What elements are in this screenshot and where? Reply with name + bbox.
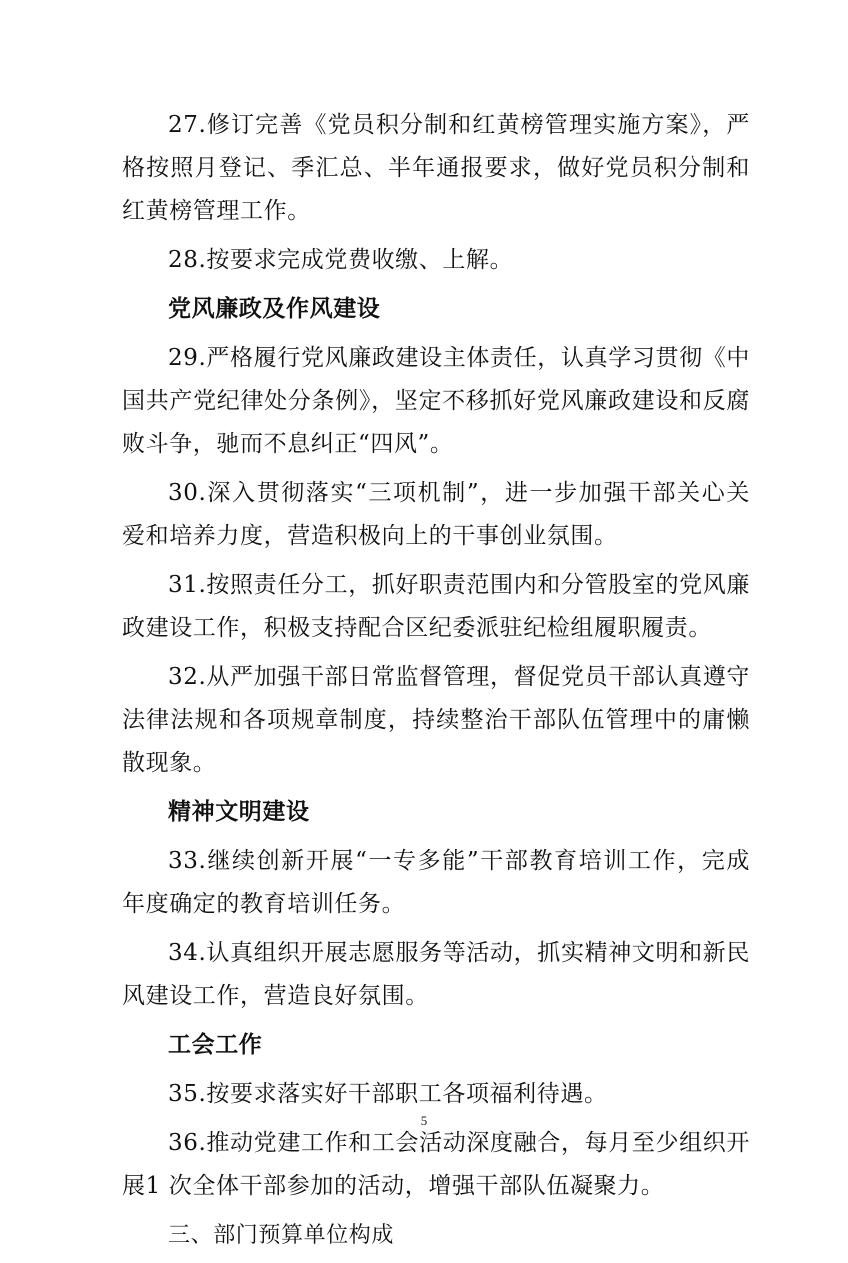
paragraph-29: 29.严格履行党风廉政建设主体责任，认真学习贯彻《中国共产党纪律处分条例》，坚定不移抓好党风廉政建设和反腐败斗争，驰而不息纠正“四风”。 (122, 345, 750, 457)
paragraph-27: 27.修订完善《党员积分制和红黄榜管理实施方案》，严格按照月登记、季汇总、半年通报要求，做好党员积分制和红黄榜管理工作。 (122, 112, 750, 224)
document-body (122, 104, 750, 1263)
paragraph-32: 32.从严加强干部日常监督管理，督促党员干部认真遵守法律法规和各项规章制度，持续整治干部队伍管理中的庸懒散现象。 (122, 664, 750, 776)
paragraph-36: 36.推动党建工作和工会活动深度融合，每月至少组织开展1 次全体干部参加的活动，增强干部队伍凝聚力。 (122, 1130, 750, 1199)
section-heading-union-work: 工会工作 (168, 1032, 263, 1058)
paragraph-28: 28.按要求完成党费收缴、上解。 (168, 247, 514, 273)
paragraph-34: 34.认真组织开展志愿服务等活动，抓实精神文明和新民风建设工作，营造良好氛围。 (122, 940, 750, 1009)
paragraph-31: 31.按照责任分工，抓好职责范围内和分管股室的党风廉政建设工作，积极支持配合区纪委派驻纪检组履职履责。 (122, 572, 750, 641)
paragraph-33: 33.继续创新开展“一专多能”干部教育培训工作，完成年度确定的教育培训任务。 (122, 848, 750, 917)
section-heading-party-conduct: 党风廉政及作风建设 (168, 296, 381, 322)
paragraph-30: 30.深入贯彻落实“三项机制”，进一步加强干部关心关爱和培养力度，营造积极向上的干事创业氛围。 (122, 480, 750, 549)
paragraph-35: 35.按要求落实好干部职工各项福利待遇。 (168, 1081, 608, 1107)
section-heading-spiritual-civilization: 精神文明建设 (168, 799, 310, 825)
page-number: 5 (420, 1113, 428, 1128)
section-heading-budget-units: 三、部门预算单位构成 (168, 1223, 395, 1248)
